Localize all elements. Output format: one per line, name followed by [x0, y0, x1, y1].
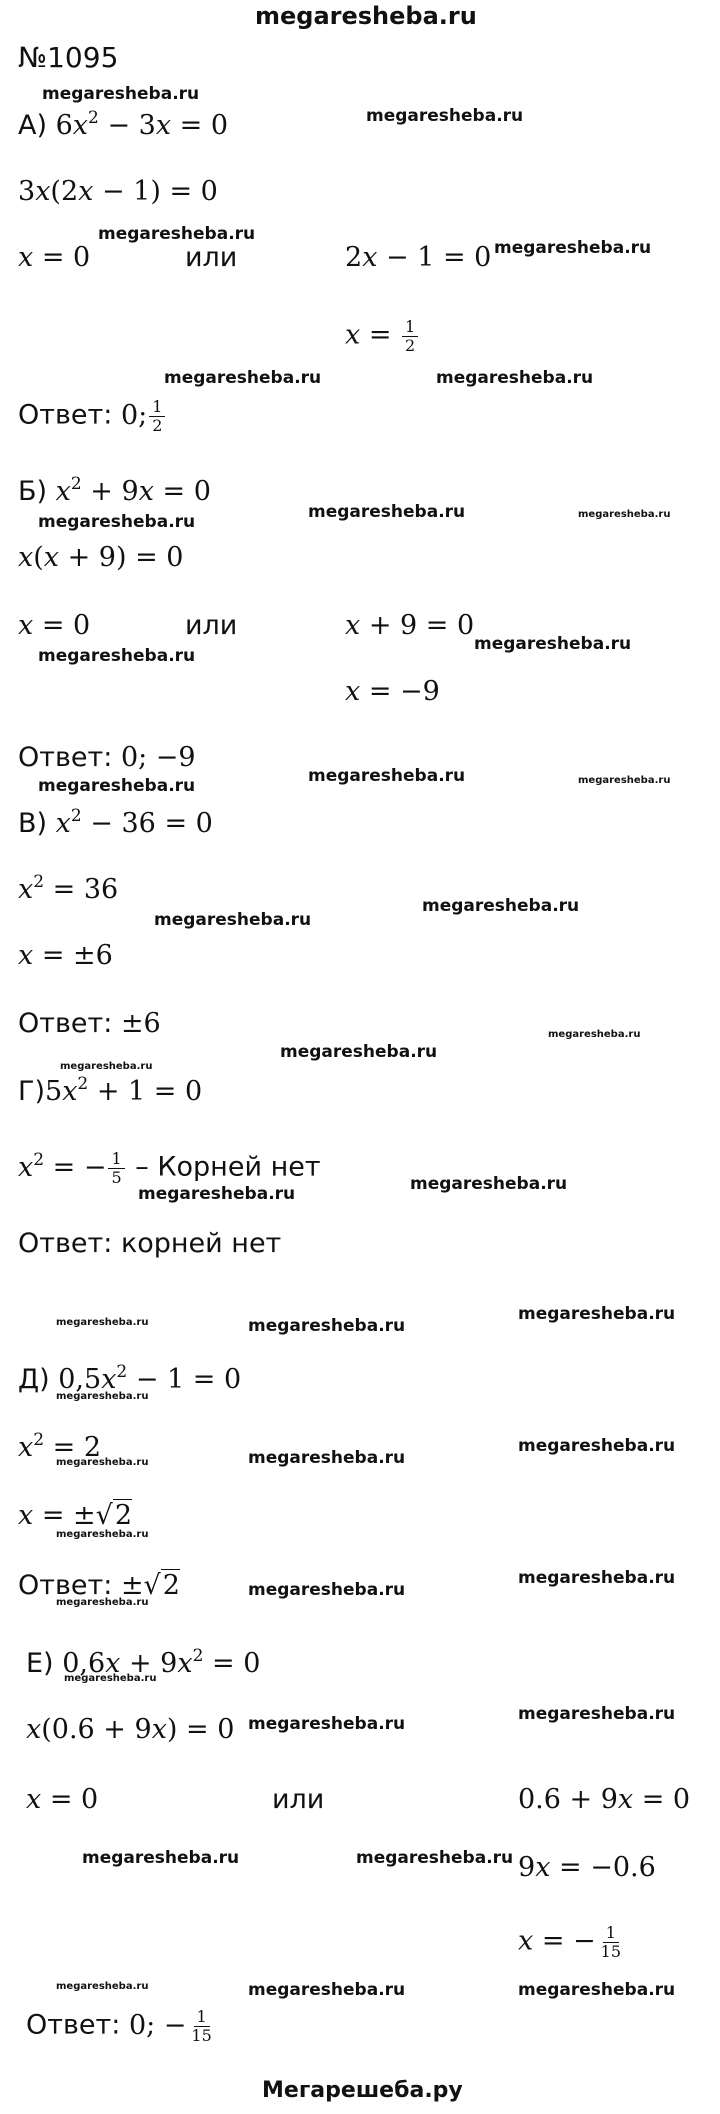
watermark: megaresheba.ru: [518, 1568, 676, 1588]
part-a-root-2: x = $\frac{1}{2}$: [345, 318, 420, 354]
watermark: megaresheba.ru: [356, 1848, 514, 1868]
part-d-answer: Ответ: ±√2: [18, 1570, 180, 1601]
part-e-equation: Е) $0,6x + 9x^2 = 0$: [26, 1646, 261, 1679]
watermark: megaresheba.ru: [98, 224, 256, 244]
part-v-step-2: x = ±6: [18, 940, 113, 971]
part-e-answer: Ответ: 0; − $\frac{1}{15}$: [26, 2007, 212, 2045]
part-g-note: Корней нет: [157, 1151, 321, 1183]
part-d-step-2: x = ±√2: [18, 1500, 133, 1531]
watermark: megaresheba.ru: [518, 1304, 676, 1324]
part-b-root-1: x = 0: [18, 610, 91, 641]
part-v-equation: В) $x^2 - 36 = 0$: [18, 806, 213, 839]
part-b-factor-2: x + 9 = 0: [345, 610, 475, 641]
part-g-answer: Ответ: корней нет: [18, 1228, 282, 1259]
watermark: megaresheba.ru: [56, 1597, 149, 1608]
part-d-step-1: $x^2 = 2$: [18, 1430, 102, 1463]
watermark: megaresheba.ru: [474, 634, 632, 654]
part-e-root-1: x = 0: [26, 1784, 99, 1815]
part-b-answer: Ответ: 0; −9: [18, 742, 196, 773]
part-e-or: или: [272, 1784, 325, 1815]
watermark: megaresheba.ru: [308, 502, 466, 522]
watermark: megaresheba.ru: [60, 1061, 153, 1072]
watermark: megaresheba.ru: [56, 1317, 149, 1328]
part-e-factor-2: 0.6 + 9x = 0: [518, 1784, 691, 1815]
part-b-letter: Б): [18, 476, 48, 507]
watermark: megaresheba.ru: [56, 1529, 149, 1540]
watermark: megaresheba.ru: [366, 106, 524, 126]
part-a-or: или: [185, 242, 238, 273]
watermark: megaresheba.ru: [56, 1981, 149, 1992]
part-d-letter: Д): [18, 1364, 50, 1395]
watermark: megaresheba.ru: [308, 766, 466, 786]
part-a-step-1: 3x(2x − 1) = 0: [18, 176, 218, 207]
part-b-step-1: x(x + 9) = 0: [18, 542, 184, 573]
watermark: megaresheba.ru: [38, 512, 196, 532]
watermark: megaresheba.ru: [42, 84, 200, 104]
task-number: №1095: [18, 41, 119, 74]
part-v-letter: В): [18, 808, 48, 839]
part-a-root-1: x = 0: [18, 242, 91, 273]
watermark-footer: Мегарешеба.ру: [262, 2078, 463, 2103]
watermark: megaresheba.ru: [518, 1704, 676, 1724]
part-b-or: или: [185, 610, 238, 641]
part-e-root-2: x = − $\frac{1}{15}$: [518, 1923, 622, 1961]
watermark: megaresheba.ru: [64, 1673, 157, 1684]
part-d-equation: Д) $0,5x^2 - 1 = 0$: [18, 1362, 242, 1395]
part-v-step-1: $x^2 = 36$: [18, 872, 119, 905]
watermark: megaresheba.ru: [410, 1174, 568, 1194]
part-a-letter: А): [18, 110, 48, 141]
watermark: megaresheba.ru: [138, 1184, 296, 1204]
watermark: megaresheba.ru: [548, 1029, 641, 1040]
watermark: megaresheba.ru: [56, 1457, 149, 1468]
part-b-equation: Б) $x^2 + 9x = 0$: [18, 474, 211, 507]
part-a-answer: Ответ: 0; $\frac{1}{2}$: [18, 398, 167, 434]
watermark: megaresheba.ru: [280, 1042, 438, 1062]
watermark: megaresheba.ru: [248, 1316, 406, 1336]
watermark: megaresheba.ru: [436, 368, 594, 388]
part-v-answer: Ответ: ±6: [18, 1008, 161, 1039]
watermark: megaresheba.ru: [248, 1980, 406, 2000]
watermark: megaresheba.ru: [248, 1448, 406, 1468]
part-g-equation: $Г)5x^2 + 1 = 0$: [18, 1074, 203, 1107]
watermark: megaresheba.ru: [248, 1714, 406, 1734]
watermark: megaresheba.ru: [154, 910, 312, 930]
watermark: megaresheba.ru: [82, 1848, 240, 1868]
watermark: megaresheba.ru: [518, 1980, 676, 2000]
watermark: megaresheba.ru: [38, 646, 196, 666]
watermark-header: megaresheba.ru: [255, 2, 477, 30]
part-b-root-2: x = −9: [345, 676, 440, 707]
watermark: megaresheba.ru: [56, 1391, 149, 1402]
part-e-letter: Е): [26, 1648, 54, 1679]
watermark: megaresheba.ru: [422, 896, 580, 916]
watermark: megaresheba.ru: [494, 238, 652, 258]
watermark: megaresheba.ru: [578, 509, 671, 520]
part-e-step-2: 9x = −0.6: [518, 1852, 656, 1883]
part-e-step-1: x(0.6 + 9x) = 0: [26, 1714, 235, 1745]
watermark: megaresheba.ru: [164, 368, 322, 388]
part-a-equation: А) $6x^2 - 3x = 0$: [18, 108, 229, 141]
part-g-letter: Г): [18, 1076, 45, 1107]
watermark: megaresheba.ru: [38, 776, 196, 796]
part-a-factor-2: 2x − 1 = 0: [345, 242, 492, 273]
part-g-step-1: $x^2$ = − $\frac{1}{5}$ – Корней нет: [18, 1149, 321, 1187]
watermark: megaresheba.ru: [518, 1436, 676, 1456]
watermark: megaresheba.ru: [248, 1580, 406, 1600]
watermark: megaresheba.ru: [578, 775, 671, 786]
